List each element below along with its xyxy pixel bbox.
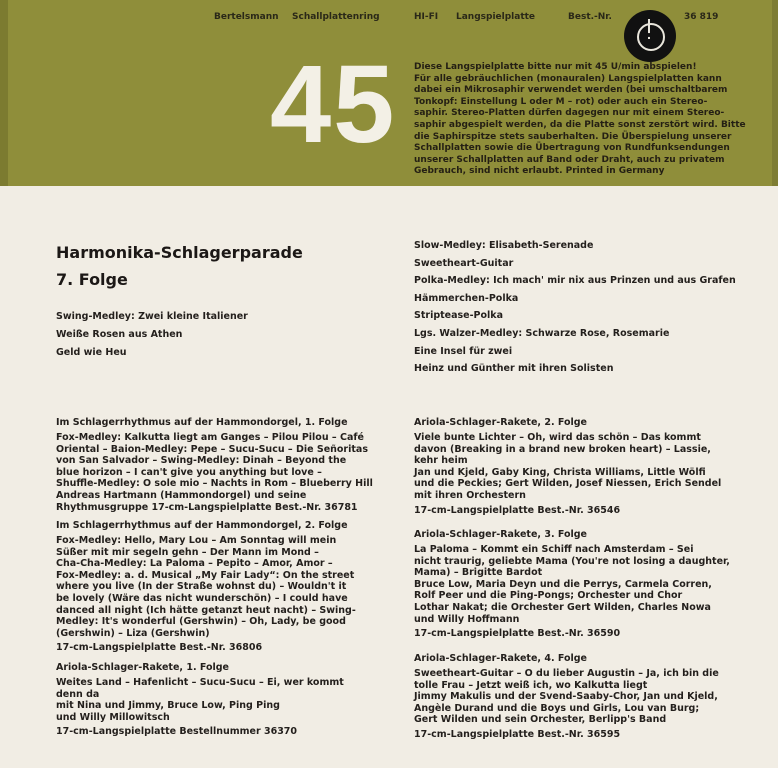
record-title: Ariola-Schlager-Rakete, 3. Folge [414, 529, 587, 540]
track-item: Hämmerchen-Polka [414, 292, 519, 304]
band-edge-right [772, 0, 778, 186]
record-title: Im Schlagerrhythmus auf der Hammondorgel, 2. Folge [56, 520, 348, 531]
record-entry [414, 653, 754, 741]
record-title: Im Schlagerrhythmus auf der Hammondorgel, 1. Folge [56, 417, 348, 428]
record-details: Weites Land – Hafenlicht – Sucu-Sucu – Ei, wer kommt denn da mit Nina und Jimmy, Bruce Low, Ping Ping und Willy Millowitsch [56, 677, 344, 723]
track-item: Heinz und Günther mit ihren Solisten [414, 363, 614, 375]
track-item: Sweetheart-Guitar [414, 257, 514, 269]
track-item: Polka-Medley: Ich mach' mir nix aus Prinzen und aus Grafen [414, 275, 736, 287]
header-band [0, 0, 778, 186]
record-title: Ariola-Schlager-Rakete, 1. Folge [56, 662, 229, 673]
record-number: 17-cm-Langspielplatte Best.-Nr. 36590 [414, 628, 621, 640]
album-title: Harmonika-Schlagerparade [56, 243, 303, 262]
record-number: 17-cm-Langspielplatte Best.-Nr. 36806 [56, 642, 263, 654]
record-entry [56, 520, 396, 654]
band-edge-left [0, 0, 8, 186]
record-entry [414, 529, 754, 640]
record-details: Viele bunte Lichter – Oh, wird das schön – Das kommt davon (Breaking in a brand new broken heart) – Lassie, kehr heim Jan und Kjeld, Gaby King, Christa Williams, Little Wölfi und die Peckies; Gert Wilden, Josef Niessen, Erich Sendel mit ihren Orchestern [414, 432, 722, 501]
album-subtitle: 7. Folge [56, 270, 128, 289]
tracklist-right [414, 237, 736, 378]
record-details: Fox-Medley: Kalkutta liegt am Ganges – Pilou Pilou – Café Oriental – Baion-Medley: Pepe – Sucu-Sucu – Die Señoritas von San Salvador – Swing-Medley: Dinah – Beyond the blue horizon – I can't give you anything but love – Shuffle-Medley: O sole mio – Nachts in Rom – Blueberry Hill Andreas Hartmann (Hammondorgel) und seine Rhythmusgruppe 17-cm-Langspielplatte Best.-Nr. 36781 [56, 432, 373, 513]
type-label: Langspielplatte [456, 12, 536, 22]
record-number: 17-cm-Langspielplatte Best.-Nr. 36595 [414, 728, 621, 740]
speed-number: 45 [270, 43, 397, 166]
track-item: Slow-Medley: Elisabeth-Serenade [414, 240, 594, 251]
record-entry [56, 417, 396, 513]
record-entry [56, 662, 396, 738]
format-label: HI-FI [414, 12, 439, 22]
record-details: Sweetheart-Guitar – O du lieber Augustin – Ja, ich bin die tolle Frau – Jetzt weiß ich, wo Kalkutta liegt Jimmy Makulis und der Svend-Saaby-Chor, Jan und Kjeld, Angèle Durand und die Boys und Girls, Lou van Burg; Gert Wilden und sein Orchester, Berlipp's Band [414, 668, 719, 726]
record-title: Ariola-Schlager-Rakete, 2. Folge [414, 417, 587, 428]
order-number: 36 819 [684, 12, 719, 22]
track-item: Geld wie Heu [56, 347, 127, 358]
track-item: Striptease-Polka [414, 310, 504, 322]
track-item: Eine Insel für zwei [414, 345, 513, 357]
record-title: Ariola-Schlager-Rakete, 4. Folge [414, 653, 587, 664]
order-label: Best.-Nr. [568, 12, 612, 22]
record-number: 17-cm-Langspielplatte Best.-Nr. 36546 [414, 504, 621, 516]
record-number: 17-cm-Langspielplatte Bestellnummer 36370 [56, 726, 298, 738]
publisher-label: Bertelsmann [214, 12, 279, 22]
record-details: Fox-Medley: Hello, Mary Lou – Am Sonntag will mein Süßer mit mir segeln gehn – Der Mann im Mond – Cha-Cha-Medley: La Paloma – Pepito – Amor, Amor – Fox-Medley: a. d. Musical „My Fair Lady“: On the street where you live (In der Straße wohnst du) – Wouldn't it be lovely (Wäre das nicht wunderschön) – I could have danced all night (Ich hätte getanzt heut nacht) – Swing- Medley: It's wonderful (Gershwin) – Oh, Lady, be good (Gershwin) – Liza (Gershwin) [56, 535, 356, 639]
playback-notice: Diese Langspielplatte bitte nur mit 45 U/min abspielen! Für alle gebräuchlichen (monauralen) Langspielplatten kann dabei ein Mikrosaphir verwendet werden (bei umschaltbarem Tonkopf: Einstellung L oder M – rot) oder auch ein Stereo- saphir. Stereo-Platten dürfen dagegen nur mit einem Stereo- saphir abgespielt werden, da die Platte sonst zerstört wird. Bitte die Saphirspitze stets sauberhalten. Die Überspielung unserer Schallplatten sowie die Übertragung von Rundfunksendungen unserer Schallplatten auf Band oder Draht, auch zu privatem Gebrauch, sind nicht erlaubt. Printed in Germany [414, 62, 746, 177]
record-details: La Paloma – Kommt ein Schiff nach Amsterdam – Sei nicht traurig, geliebte Mama (You're not losing a daughter, Mama) – Brigitte Bardot Bruce Low, Maria Deyn und die Perrys, Carmela Corren, Rolf Peer und die Ping-Pongs; Orchester und Chor Lothar Nakat; die Orchester Gert Wilden, Charles Nowa und Willy Hoffmann [414, 544, 730, 625]
series-label: Schallplattenring [292, 12, 380, 22]
track-item: Weiße Rosen aus Athen [56, 329, 183, 340]
track-item: Swing-Medley: Zwei kleine Italiener [56, 311, 248, 322]
record-entry [414, 417, 754, 517]
bertelsmann-logo-icon [624, 10, 676, 62]
track-item: Lgs. Walzer-Medley: Schwarze Rose, Rosemarie [414, 327, 670, 339]
tracklist-left [56, 308, 248, 362]
